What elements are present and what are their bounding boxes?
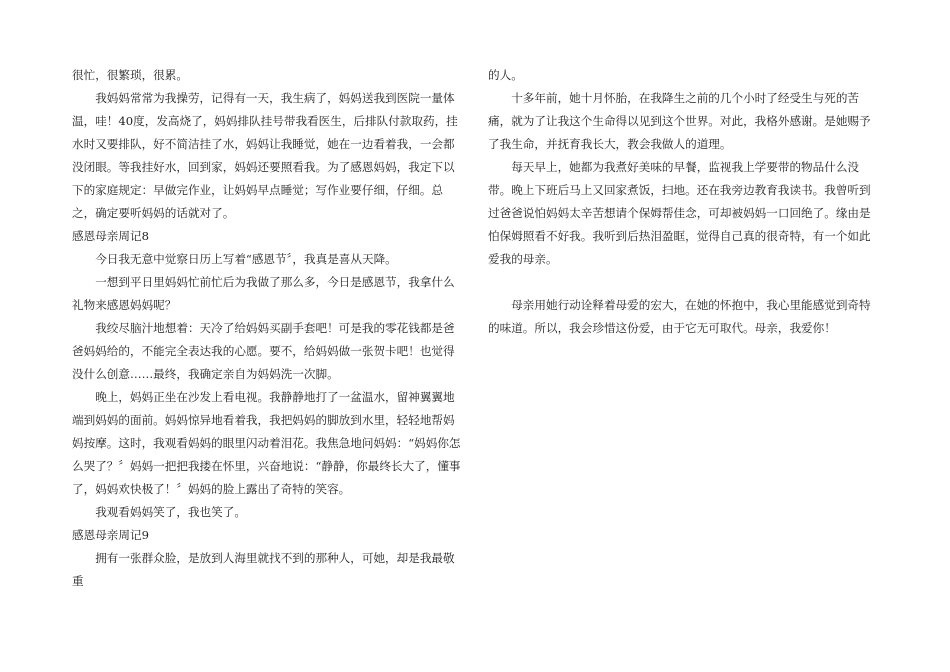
section-heading-9: 感恩母亲周记9	[72, 528, 149, 542]
paragraph: 今日我无意中觉察日历上写着“感恩节〞，我真是喜从天降。	[95, 252, 397, 266]
paragraph: 每天早上，她都为我煮好美味的早餐，监视我上学要带的物品什么没带。晚上下班后马上又回家煮饭，扫地。还在我旁边教育我读书。我曾听到过爸爸说怕妈妈太辛苦想请个保姆帮佳念，可却被妈妈一口回绝了。缘由是怕保姆照看不好我。我听到后热泪盈眶，觉得自己真的很奇特，有一个如此爱我的母亲。	[488, 160, 871, 266]
paragraph: 的人。	[488, 68, 523, 82]
paragraph: 我绞尽脑汁地想着：天冷了给妈妈买副手套吧！可是我的零花钱都是爸爸妈妈给的，不能完全表达我的心愿。要不，给妈妈做一张贺卡吧！也觉得没什么创意……最终，我确定亲自为妈妈洗一次脚。	[72, 321, 455, 381]
paragraph: 一想到平日里妈妈忙前忙后为我做了那么多，今日是感恩节，我拿什么礼物来感恩妈妈呢？	[72, 275, 455, 312]
paragraph: 我观看妈妈笑了，我也笑了。	[95, 505, 246, 519]
left-column	[72, 64, 462, 593]
paragraph: 晚上，妈妈正坐在沙发上看电视。我静静地打了一盆温水，留神翼翼地端到妈妈的面前。妈妈惊异地看着我，我把妈妈的脚放到水里，轻轻地帮妈妈按摩。这时，我观看妈妈的眼里闪动着泪花。我焦急地问妈妈：“妈妈你怎么哭了？〞妈妈一把把我搂在怀里，兴奋地说：“静静，你最终长大了，懂事了，妈妈欢快极了！〞妈妈的脸上露出了奇特的笑容。	[72, 390, 461, 496]
paragraph: 很忙，很繁琐，很累。	[72, 68, 188, 82]
section-heading-8: 感恩母亲周记8	[72, 229, 149, 243]
paragraph: 十多年前，她十月怀胎，在我降生之前的几个小时了经受生与死的苦痛，就为了让我这个生命得以见到这个世界。对此，我格外感谢。是她赐予了我生命，并抚育我长大，教会我做人的道理。	[488, 91, 871, 151]
right-column	[488, 64, 878, 340]
paragraph: 母亲用她行动诠释着母爱的宏大，在她的怀抱中，我心里能感觉到奇特的味道。所以，我会珍惜这份爱，由于它无可取代。母亲，我爱你！	[488, 298, 871, 335]
paragraph: 我妈妈常常为我操劳，记得有一天，我生病了，妈妈送我到医院一量体温，哇！40度，发高烧了，妈妈排队挂号带我看医生，后排队付款取药，挂水时又要排队，好不简洁挂了水，妈妈让我睡觉，她在一边看着我，一会都没闭眼。等我挂好水，回到家，妈妈还要照看我。为了感恩妈妈，我定下以下的家庭规定：早做完作业，让妈妈早点睡觉；写作业要仔细，仔细。总之，确定要听妈妈的话就对了。	[72, 91, 458, 220]
paragraph: 拥有一张群众脸，是放到人海里就找不到的那种人，可她，却是我最敬重	[72, 551, 455, 588]
paragraph-gap	[488, 271, 878, 294]
